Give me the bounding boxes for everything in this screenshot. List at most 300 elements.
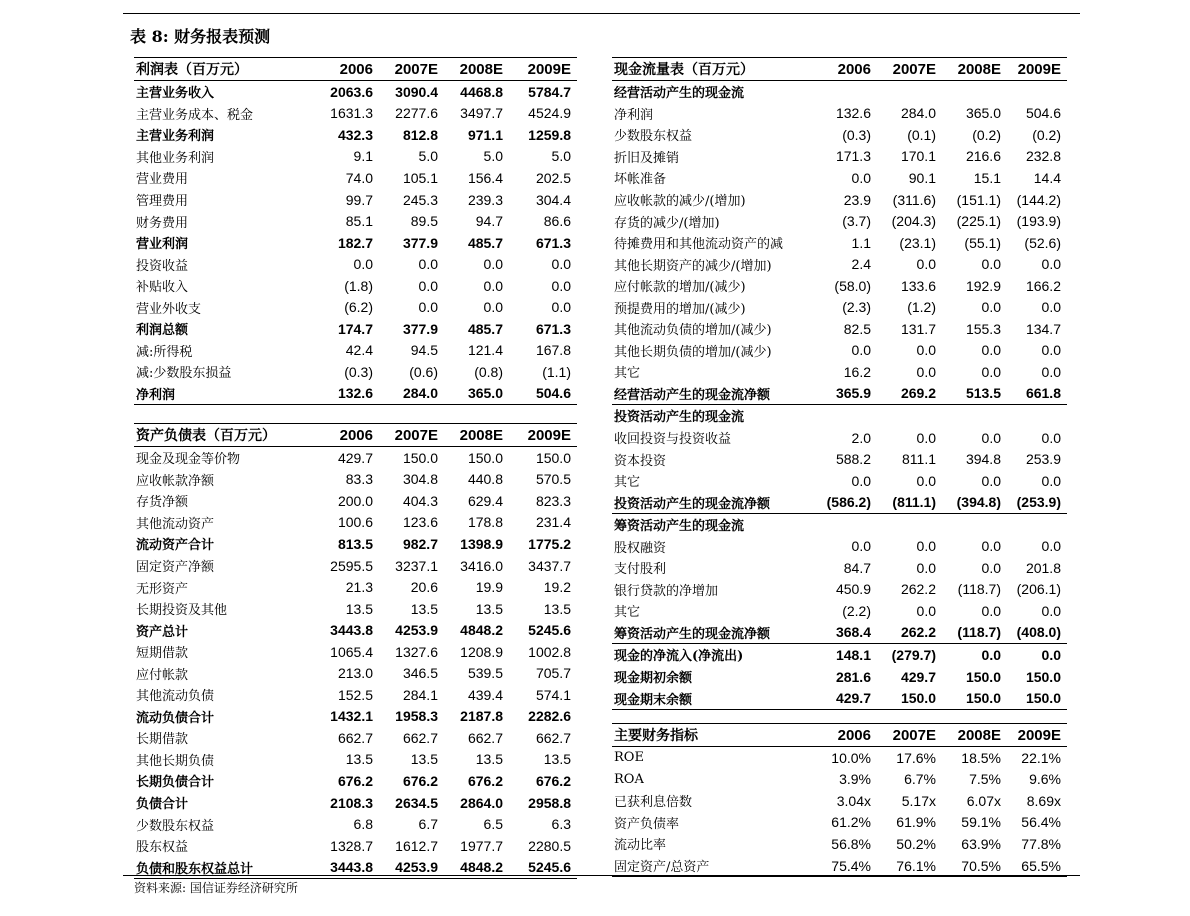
cell-value: 2634.5 (395, 794, 438, 811)
cell-value (1007, 405, 1067, 427)
table-row (134, 770, 577, 792)
cell-value: (408.0) (1007, 622, 1067, 644)
table-row (612, 81, 1067, 103)
cell-value: 811.1 (902, 451, 936, 468)
cell-value: (144.2) (1016, 191, 1061, 208)
table-row (134, 533, 577, 555)
table-row (612, 790, 1067, 812)
cell-value: (394.8) (942, 491, 1007, 513)
table-row (134, 232, 577, 254)
cell-value: 94.5 (410, 342, 438, 359)
cell-value: (225.1) (956, 213, 1001, 230)
cell-value: 1327.6 (395, 643, 438, 660)
cell-value: 0.0 (1041, 299, 1061, 316)
row-label: 长期投资及其他 (136, 603, 228, 619)
row-label: 流动比率 (614, 838, 667, 854)
table-row (612, 833, 1067, 855)
cell-value: 429.7 (812, 687, 877, 709)
table-row (134, 598, 577, 620)
cell-value: 150.0 (402, 449, 438, 466)
cell-value: 5784.7 (528, 83, 571, 100)
cell-value: 15.1 (973, 169, 1001, 186)
cell-value (1007, 81, 1067, 103)
cell-value: 813.5 (337, 535, 373, 552)
cell-value: 432.3 (337, 126, 373, 143)
row-label: 减:所得税 (136, 344, 193, 360)
cell-value: 671.3 (535, 320, 571, 337)
cell-value: 0.0 (1041, 342, 1061, 359)
table-row (134, 835, 577, 857)
cell-value: 5245.6 (509, 856, 577, 878)
cell-value: 0.0 (418, 299, 438, 316)
cell-value: 0.0 (1041, 646, 1061, 663)
row-label: 固定资产/总资产 (612, 855, 812, 877)
cell-value: 201.8 (1025, 559, 1061, 576)
row-label: 长期借款 (136, 732, 189, 748)
row-label: 其它 (614, 366, 641, 382)
cell-value: 0.0 (981, 299, 1001, 316)
table-row (612, 666, 1067, 688)
cell-value: 131.7 (900, 320, 936, 337)
table-row (134, 361, 577, 383)
year-header: 2009E (509, 58, 577, 81)
cell-value: 676.2 (535, 772, 571, 789)
cell-value: 14.4 (1033, 169, 1061, 186)
cell-value: 200.0 (337, 492, 373, 509)
cell-value: 150.0 (535, 449, 571, 466)
table-row (612, 210, 1067, 232)
cell-value: 662.7 (402, 729, 438, 746)
cell-value: 676.2 (337, 772, 373, 789)
table-row (134, 576, 577, 598)
cell-value: (23.1) (899, 234, 936, 251)
cell-value: 61.2% (831, 814, 871, 831)
cell-value: 1398.9 (460, 535, 503, 552)
cell-value: 150.0 (942, 687, 1007, 709)
year-header: 2006 (812, 724, 877, 747)
row-label: 资本投资 (614, 453, 667, 469)
table-row (612, 318, 1067, 340)
cell-value: 100.6 (337, 514, 373, 531)
cell-value: 1.1 (851, 234, 871, 251)
cell-value: 61.9% (896, 814, 936, 831)
cell-value: 504.6 (1025, 105, 1061, 122)
cell-value: 2.4 (851, 256, 871, 273)
row-label: 待摊费用和其他流动资产的减 (614, 237, 784, 253)
cell-value: 1631.3 (330, 105, 373, 122)
cell-value: 121.4 (467, 342, 503, 359)
table-row (612, 513, 1067, 535)
cell-value: 0.0 (418, 277, 438, 294)
cell-value: 1208.9 (460, 643, 503, 660)
cell-value: (0.1) (907, 126, 936, 143)
cell-value: 0.0 (483, 299, 503, 316)
cell-value: 0.0 (1041, 472, 1061, 489)
bottom-rule (123, 875, 1080, 876)
cell-value: 76.1% (877, 855, 942, 877)
row-label: 股权融资 (614, 540, 667, 556)
table-row (134, 81, 577, 103)
cell-value: (2.3) (842, 299, 871, 316)
cell-value: 2282.6 (528, 708, 571, 725)
cell-value: 6.7% (904, 771, 936, 788)
cell-value: (1.8) (344, 277, 373, 294)
row-label: 现金期初余额 (614, 671, 693, 687)
cell-value: 570.5 (535, 471, 571, 488)
cell-value: 1002.8 (528, 643, 571, 660)
row-label: 少数股东权益 (136, 818, 215, 834)
cell-value: 588.2 (835, 451, 871, 468)
table-row (612, 146, 1067, 168)
year-header: 2007E (379, 424, 444, 447)
year-header: 2008E (942, 724, 1007, 747)
cell-value: 671.3 (535, 234, 571, 251)
cell-value: 0.0 (981, 342, 1001, 359)
cell-value: 429.7 (337, 449, 373, 466)
cell-value: (311.6) (892, 191, 936, 208)
cell-value (877, 513, 942, 535)
cell-value (812, 513, 877, 535)
cell-value: 485.7 (467, 320, 503, 337)
cell-value (1007, 513, 1067, 535)
cell-value: 0.0 (483, 256, 503, 273)
cell-value: 20.6 (410, 579, 438, 596)
row-label: 其它 (614, 605, 641, 621)
table-row (134, 490, 577, 512)
cell-value: (253.9) (1007, 491, 1067, 513)
cell-value: 170.1 (900, 148, 936, 165)
table-row (612, 124, 1067, 146)
row-label: 少数股东权益 (614, 129, 693, 145)
cell-value: 346.5 (402, 665, 438, 682)
cell-value: 5.17x (901, 792, 936, 809)
row-label: 投资活动产生的现金流 (614, 410, 745, 426)
cell-value: 4524.9 (528, 105, 571, 122)
cell-value: 513.5 (942, 383, 1007, 405)
cell-value: 5.0 (551, 148, 571, 165)
cell-value: (0.2) (1032, 126, 1061, 143)
cell-value: 0.0 (551, 277, 571, 294)
table-row (612, 232, 1067, 254)
row-label: 筹资活动产生的现金流净额 (612, 622, 812, 644)
cell-value: 2277.6 (395, 105, 438, 122)
table-row (612, 340, 1067, 362)
cell-value: 6.07x (966, 792, 1001, 809)
row-label: 固定资产净额 (136, 560, 215, 575)
table-row (134, 275, 577, 297)
cell-value: 156.4 (467, 169, 503, 186)
cell-value: 6.8 (353, 816, 373, 833)
cell-value: (206.1) (1016, 581, 1061, 598)
cell-value: (0.6) (409, 363, 438, 380)
cell-value: 574.1 (535, 686, 571, 703)
table-row (134, 167, 577, 189)
cell-value: 59.1% (961, 814, 1001, 831)
cell-value: 539.5 (467, 665, 503, 682)
table-row (134, 619, 577, 641)
cell-value: 245.3 (402, 191, 438, 208)
row-label: 坏帐准备 (614, 172, 667, 188)
cell-value: 662.7 (535, 729, 571, 746)
cell-value: (811.1) (877, 491, 942, 513)
row-label: 股东权益 (136, 840, 189, 856)
cell-value (877, 405, 942, 427)
cell-value: 3.9% (839, 771, 871, 788)
cell-value: 83.3 (345, 471, 373, 488)
table-row (612, 383, 1067, 405)
row-label: 筹资活动产生的现金流 (614, 519, 745, 535)
row-label: 其它 (614, 475, 641, 491)
cell-value: (586.2) (812, 491, 877, 513)
table-row (612, 405, 1067, 427)
cell-value: 5.0 (418, 148, 438, 165)
table-row (134, 340, 577, 362)
year-header: 2008E (942, 58, 1007, 81)
cashflow-table (612, 57, 1067, 710)
row-label: 其他业务利润 (136, 150, 215, 166)
cell-value: 2.0 (851, 429, 871, 446)
cell-value: (2.2) (842, 602, 871, 619)
cell-value: 150.0 (467, 449, 503, 466)
table-row (134, 103, 577, 125)
table-row (612, 491, 1067, 513)
cell-value: 9.6% (1029, 771, 1061, 788)
row-label: 资产总计 (136, 624, 189, 640)
table-header-row (134, 58, 577, 81)
cell-value: 3497.7 (460, 105, 503, 122)
cell-value: 0.0 (483, 277, 503, 294)
row-label: 无形资产 (136, 581, 189, 597)
cell-value: 70.5% (942, 855, 1007, 877)
cell-value: 404.3 (402, 492, 438, 509)
cell-value: 262.2 (877, 622, 942, 644)
year-header: 2006 (314, 58, 379, 81)
year-header: 2007E (379, 58, 444, 81)
cell-value: 132.6 (314, 383, 379, 405)
table-row (612, 855, 1067, 877)
cell-value (942, 405, 1007, 427)
cell-value: 77.8% (1021, 835, 1061, 852)
cell-value: 705.7 (535, 665, 571, 682)
cell-value: (3.7) (842, 213, 871, 230)
row-label: 营业费用 (136, 172, 189, 188)
cell-value: 0.0 (1041, 602, 1061, 619)
cell-value: 2958.8 (528, 794, 571, 811)
cell-value: 13.5 (410, 751, 438, 768)
cell-value: 13.5 (543, 600, 571, 617)
cell-value: 0.0 (981, 472, 1001, 489)
cell-value: 6.7 (418, 816, 438, 833)
cell-value: 150.0 (877, 687, 942, 709)
cell-value: 0.0 (418, 256, 438, 273)
cell-value: 0.0 (981, 559, 1001, 576)
row-label: 银行贷款的净增加 (614, 583, 719, 599)
table-row (134, 792, 577, 814)
cell-value: 174.7 (337, 320, 373, 337)
cell-value: 167.8 (535, 342, 571, 359)
cell-value: 17.6% (896, 749, 936, 766)
cell-value: 4253.9 (379, 856, 444, 878)
table-header-row (612, 58, 1067, 81)
cell-value: 23.9 (843, 191, 871, 208)
cell-value (812, 405, 877, 427)
table-header-row (134, 424, 577, 447)
row-label: 营业利润 (136, 237, 189, 253)
cell-value: 2063.6 (330, 83, 373, 100)
cell-value: 0.0 (916, 256, 936, 273)
table-row (612, 275, 1067, 297)
table-row (612, 535, 1067, 557)
cell-value: 377.9 (402, 234, 438, 251)
cell-value: 178.8 (467, 514, 503, 531)
table-row (134, 749, 577, 771)
row-label: 负债合计 (136, 797, 189, 813)
cell-value: 1958.3 (395, 708, 438, 725)
cell-value: 94.7 (475, 213, 503, 230)
cell-value: 134.7 (1025, 320, 1061, 337)
cell-value: 123.6 (402, 514, 438, 531)
cell-value: 166.2 (1025, 277, 1061, 294)
cell-value: 0.0 (851, 472, 871, 489)
cashflow-statement-panel (612, 57, 1067, 710)
row-label: 流动负债合计 (136, 710, 215, 726)
cell-value: 133.6 (900, 277, 936, 294)
cell-value: (58.0) (834, 277, 871, 294)
cell-value: 84.7 (843, 559, 871, 576)
cell-value: 4848.2 (460, 622, 503, 639)
cell-value: 3443.8 (330, 622, 373, 639)
row-label: 短期借款 (136, 646, 189, 662)
income-table (134, 57, 577, 405)
row-label: 折旧及摊销 (614, 150, 680, 166)
cell-value: 0.0 (916, 559, 936, 576)
cell-value: 0.0 (1041, 429, 1061, 446)
cell-value: 281.6 (835, 668, 871, 685)
table-row (134, 253, 577, 275)
cell-value: 253.9 (1025, 451, 1061, 468)
cell-value: (1.2) (907, 299, 936, 316)
cell-value: 4848.2 (444, 856, 509, 878)
cell-value: 152.5 (337, 686, 373, 703)
cell-value: 3237.1 (395, 557, 438, 574)
table-row (612, 103, 1067, 125)
row-label: 预提费用的增加/(减少) (614, 301, 746, 317)
row-label: 减:少数股东损益 (136, 366, 232, 382)
table-row (134, 555, 577, 577)
cell-value: 13.5 (543, 751, 571, 768)
cell-value: 304.8 (402, 471, 438, 488)
cell-value: (6.2) (344, 299, 373, 316)
table-title: 利润表（百万元） (134, 58, 314, 81)
cell-value: 56.8% (831, 835, 871, 852)
row-label: 存货的减少/(增加) (614, 215, 720, 231)
cell-value: 0.0 (981, 538, 1001, 555)
source-note: 资料来源: 国信证券经济研究所 (134, 881, 298, 895)
cell-value: 0.0 (916, 472, 936, 489)
cell-value: 0.0 (916, 429, 936, 446)
cell-value (812, 81, 877, 103)
cell-value: 182.7 (337, 234, 373, 251)
cell-value: 1432.1 (330, 708, 373, 725)
row-label: 存货净额 (136, 495, 189, 511)
cell-value: 661.8 (1007, 383, 1067, 405)
cell-value: 85.1 (345, 213, 373, 230)
cell-value: 982.7 (402, 535, 438, 552)
cell-value: 75.4% (812, 855, 877, 877)
cell-value: 284.0 (379, 383, 444, 405)
cell-value: 0.0 (551, 299, 571, 316)
cell-value: (0.3) (344, 363, 373, 380)
row-label: 其他长期负债 (136, 753, 215, 769)
year-header: 2009E (1007, 724, 1067, 747)
cell-value: 1612.7 (395, 837, 438, 854)
row-label: 经营活动产生的现金流净额 (612, 383, 812, 405)
table-row (612, 579, 1067, 601)
table-row (134, 512, 577, 534)
table-row (612, 747, 1067, 769)
table-row (134, 383, 577, 405)
table-row (134, 469, 577, 491)
ratios-table (612, 723, 1067, 877)
cell-value: 377.9 (402, 320, 438, 337)
cell-value: 0.0 (851, 342, 871, 359)
row-label: 经营活动产生的现金流 (614, 86, 745, 102)
cell-value: 365.9 (812, 383, 877, 405)
cell-value: 2108.3 (330, 794, 373, 811)
cell-value: 0.0 (981, 646, 1001, 663)
cell-value: 9.1 (353, 148, 373, 165)
cell-value: 18.5% (961, 749, 1001, 766)
row-label: 其他流动负债 (136, 689, 215, 705)
cell-value: 676.2 (467, 772, 503, 789)
row-label: 投资活动产生的现金流净额 (612, 491, 812, 513)
row-label: 收回投资与投资收益 (614, 432, 732, 448)
table-row (134, 189, 577, 211)
cell-value: 1775.2 (528, 535, 571, 552)
cell-value: 89.5 (410, 213, 438, 230)
cell-value: 155.3 (965, 320, 1001, 337)
table-row (134, 662, 577, 684)
cell-value: 0.0 (1041, 538, 1061, 555)
cell-value: 2187.8 (460, 708, 503, 725)
table-row (134, 210, 577, 232)
cell-value: 0.0 (981, 256, 1001, 273)
row-label: 主营业务收入 (136, 86, 215, 102)
key-ratios-panel (612, 723, 1067, 877)
table-row (612, 557, 1067, 579)
cell-value: 6.3 (551, 816, 571, 833)
cell-value: 0.0 (353, 256, 373, 273)
cell-value: (0.3) (842, 126, 871, 143)
cell-value: 56.4% (1021, 814, 1061, 831)
row-label: 补贴收入 (136, 280, 189, 296)
cell-value: 3416.0 (460, 557, 503, 574)
row-label: 主营业务成本、税金 (136, 107, 254, 123)
table-header-row (612, 724, 1067, 747)
table-row (612, 448, 1067, 470)
cell-value: 50.2% (896, 835, 936, 852)
row-label: 长期负债合计 (136, 775, 215, 791)
cell-value: 13.5 (345, 751, 373, 768)
cell-value: 19.2 (543, 579, 571, 596)
cell-value: 231.4 (535, 514, 571, 531)
cell-value: 2595.5 (330, 557, 373, 574)
cell-value: (204.3) (891, 213, 936, 230)
table-row (612, 769, 1067, 791)
cell-value: 0.0 (981, 429, 1001, 446)
cell-value: 13.5 (475, 751, 503, 768)
row-label: 应付帐款的增加/(减少) (614, 280, 746, 296)
